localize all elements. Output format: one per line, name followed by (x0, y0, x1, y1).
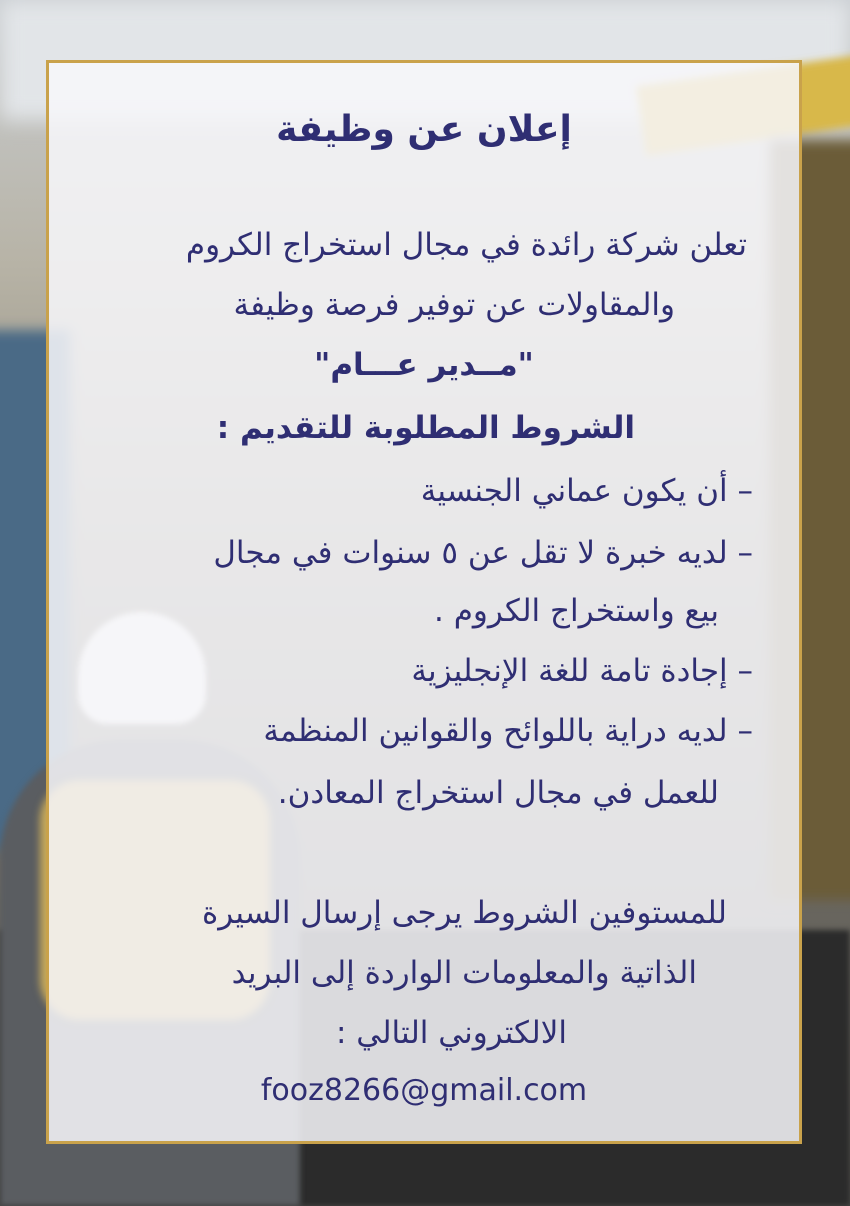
contact-email[interactable]: fooz8266@gmail.com (260, 1073, 588, 1108)
requirement-item: – لديه خبرة لا تقل عن ٥ سنوات في مجال (213, 535, 753, 571)
application-line-1: للمستوفين الشروط يرجى إرسال السيرة (202, 895, 727, 931)
intro-line-2: والمقاولات عن توفير فرصة وظيفة (233, 287, 675, 323)
intro-line-1: تعلن شركة رائدة في مجال استخراج الكروم (185, 227, 747, 263)
announcement-title: إعلان عن وظيفة (276, 109, 572, 150)
application-line-3: الالكتروني التالي : (335, 1015, 567, 1051)
requirement-item: – لديه دراية باللوائح والقوانين المنظمة (263, 713, 753, 749)
requirement-item-continuation: بيع واستخراج الكروم . (434, 593, 719, 629)
application-line-2: الذاتية والمعلومات الواردة إلى البريد (231, 955, 697, 991)
requirement-item: – أن يكون عماني الجنسية (420, 473, 753, 509)
requirements-heading: الشروط المطلوبة للتقديم : (216, 410, 635, 446)
requirement-item: – إجادة تامة للغة الإنجليزية (411, 653, 753, 689)
job-announcement-card (46, 60, 802, 1144)
requirement-item-continuation: للعمل في مجال استخراج المعادن. (277, 775, 719, 811)
position-title: "مــدير عـــام" (314, 347, 534, 383)
